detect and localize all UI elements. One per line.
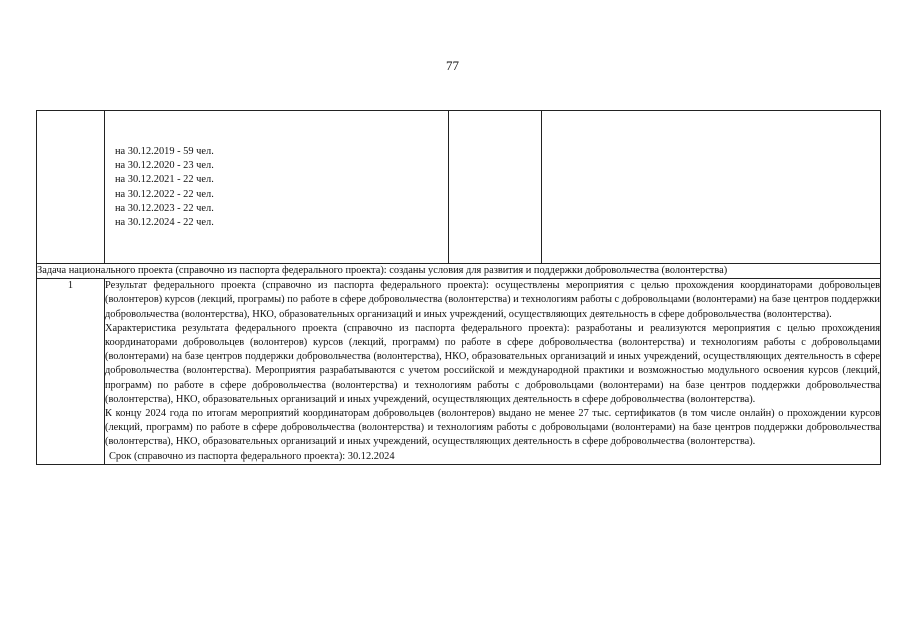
result-row [37, 279, 881, 465]
result-text: Результат федерального проекта (справочно из паспорта федерального проекта): осуществлены мероприятия с целью прохождения координаторами добровольцев (волонтеров) курсов (лекций, програмы) по работе в сфере добровольчества (волонтерства) и технологиям работы с добровольцами (волонтерами) на базе центров поддержки добровольчества (волонтерства), НКО, образовательных организаций и иных учреждений, осуществляющих деятельность в сфере добровольчества (волонтерства). [105, 280, 880, 320]
empty-cell [37, 111, 105, 264]
task-text: Задача национального проекта (справочно из паспорта федерального проекта): созданы условия для развития и поддержки добровольчества (волонтерства) [37, 264, 881, 279]
document-table [36, 110, 881, 465]
table-row [37, 111, 881, 264]
counts-cell [105, 111, 449, 264]
list-item: на 30.12.2023 - 22 чел. [115, 202, 214, 214]
page-number: 77 [446, 58, 459, 73]
empty-cell [449, 111, 542, 264]
characteristic-text: Характеристика результата федерального проекта (справочно из паспорта федерального проекта): разработаны и реализуются мероприятия с целью прохождения координаторами добровольцев (волонтеров) курсов (лекций, программ) по работе в сфере добровольчества (волонтерства) и технологиям работы с добровольцами (волонтерами) на базе центров поддержки добровольчества (волонтерства), НКО, образовательных организаций и иных учреждений, осуществляющих деятельность в сфере добровольчества (волонтерства). Мероприятия разрабатываются с учетом российской и международной практики и возможностью модульного освоения курсов (лекций, программ) по работе в сфере добровольчества (волонтерства) и технологиям работы с добровольцами (волонтерами) на базе центров поддержки добровольчества (волонтерства), НКО, образовательных организаций и иных учреждений, осуществляющих деятельность в сфере добровольчества (волонтерства). [105, 322, 880, 405]
row-number: 1 [37, 279, 105, 465]
list-item: на 30.12.2020 - 23 чел. [115, 160, 214, 172]
empty-cell [542, 111, 881, 264]
list-item: на 30.12.2024 - 22 чел. [115, 217, 214, 229]
list-item: на 30.12.2021 - 22 чел. [115, 174, 214, 186]
deadline-text: Срок (справочно из паспорта федерального проекта): 30.12.2024 [109, 450, 395, 462]
list-item: на 30.12.2022 - 22 чел. [115, 188, 214, 200]
result-description [105, 279, 881, 465]
counts-list [105, 111, 448, 230]
summary-text: К концу 2024 года по итогам мероприятий координаторам добровольцев (волонтеров) выдано не менее 27 тыс. сертификатов (в том числе онлайн) о прохождении курсов (лекций, программ) по работе в сфере добровольчества (волонтерства) и технологиям работы с добровольцами (волонтерами) на базе центров поддержки добровольчества (волонтерства), НКО, образовательных организаций и иных учреждений, осуществляющих деятельность в сфере добровольчества (волонтерства). [105, 408, 880, 448]
task-row [37, 264, 881, 279]
list-item: на 30.12.2019 - 59 чел. [115, 146, 214, 157]
